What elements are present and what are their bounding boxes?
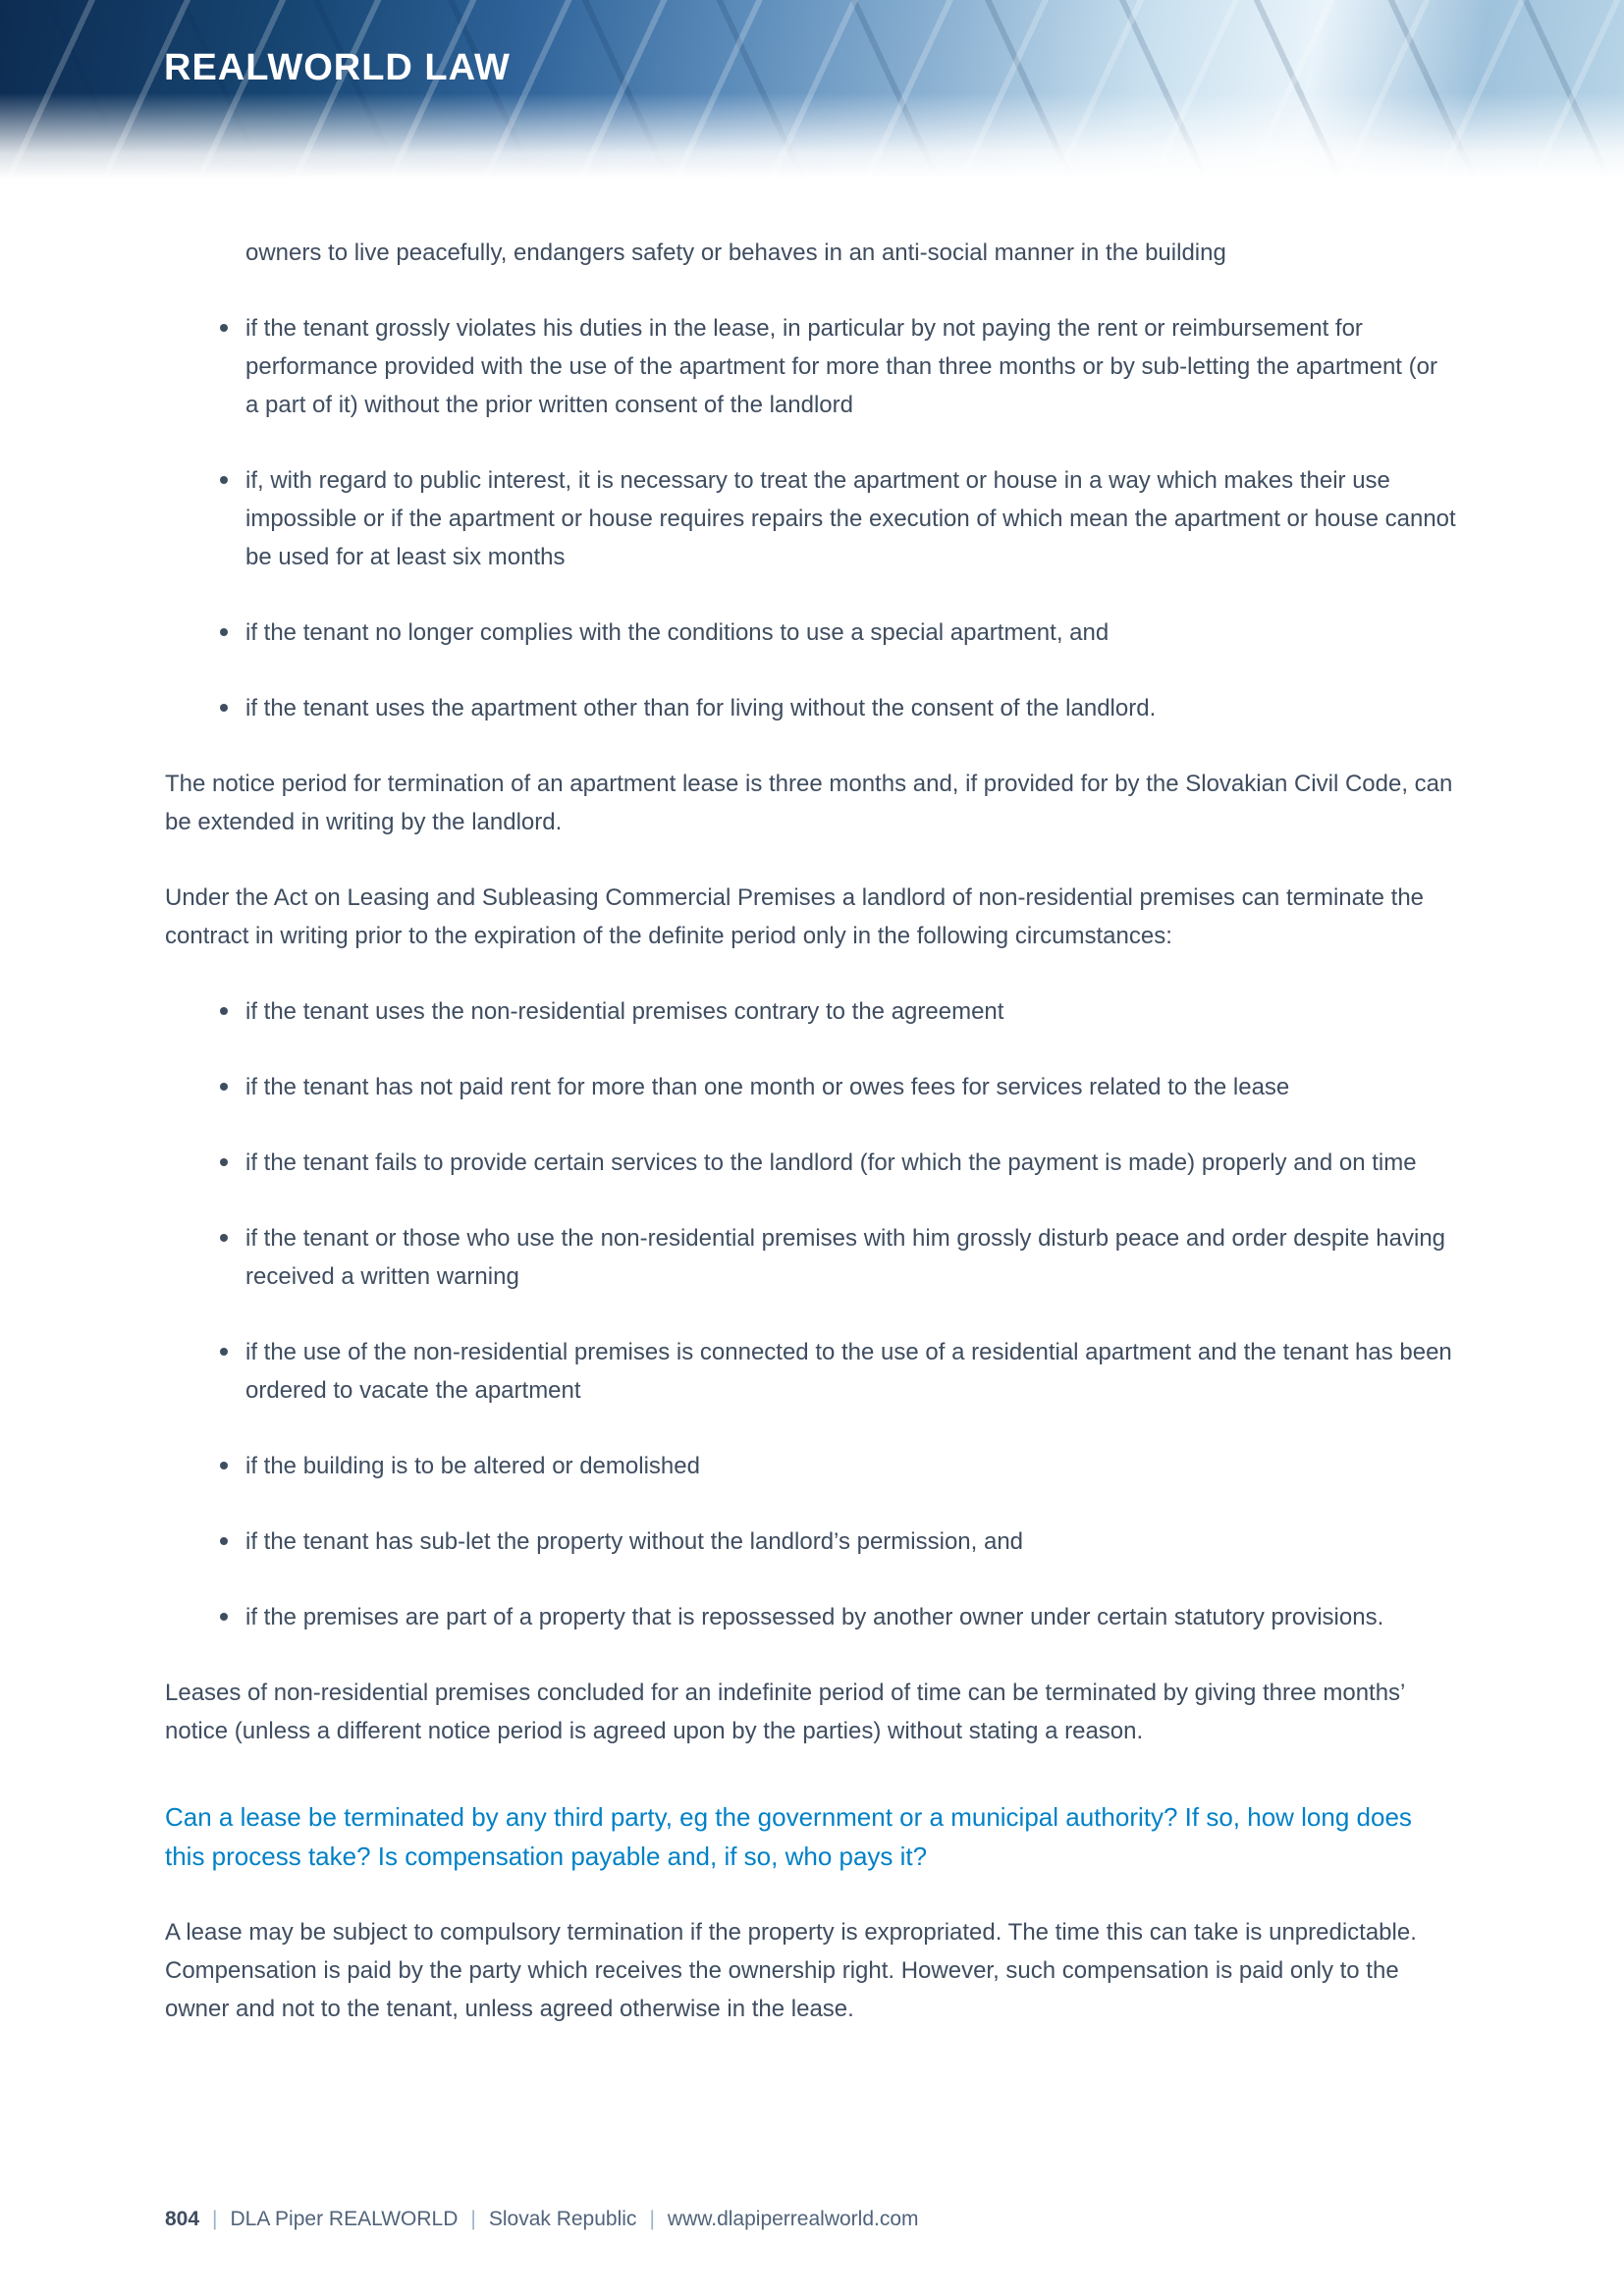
footer-separator: | <box>212 2208 218 2230</box>
list-item: if the tenant has not paid rent for more than one month or owes fees for services related to the lease <box>218 1068 1456 1106</box>
list-item: if, with regard to public interest, it is necessary to treat the apartment or house in a way which makes their use impossible or if the apartment or house requires repairs the execution of which mean the apartment or house cannot be used for at least six months <box>218 461 1456 576</box>
header-banner <box>0 0 1624 179</box>
list-item: if the tenant grossly violates his duties in the lease, in particular by not paying the rent or reimbursement for performance provided with the use of the apartment for more than three months or by sub-letting the apartment (or a part of it) without the prior written consent of the landlord <box>218 309 1456 424</box>
list-item: if the building is to be altered or demolished <box>218 1447 1456 1485</box>
list-item: if the premises are part of a property that is repossessed by another owner under certain statutory provisions. <box>218 1598 1456 1636</box>
page-content <box>0 179 1624 2028</box>
list-item: if the tenant or those who use the non-residential premises with him grossly disturb peace and order despite having received a written warning <box>218 1219 1456 1296</box>
paragraph-notice-period: The notice period for termination of an apartment lease is three months and, if provided for by the Slovakian Civil Code, can be extended in writing by the landlord. <box>165 771 1453 835</box>
list-item: if the use of the non-residential premises is connected to the use of a residential apartment and the tenant has been ordered to vacate the apartment <box>218 1333 1456 1410</box>
brand-title: REALWORLD LAW <box>164 47 511 88</box>
page-footer <box>165 2208 919 2231</box>
list-item: if the tenant has sub-let the property without the landlord’s permission, and <box>218 1522 1456 1561</box>
paragraph-answer: A lease may be subject to compulsory termination if the property is expropriated. The time this can take is unpredictable. Compensation is paid by the party which receives the ownership right. However, such compensation is paid only to the owner and not to the tenant, unless agreed otherwise in the lease. <box>165 1919 1417 2022</box>
footer-separator: | <box>649 2208 655 2230</box>
paragraph-act-intro: Under the Act on Leasing and Subleasing Commercial Premises a landlord of non-residential premises can terminate the contract in writing prior to the expiration of the definite period only in the following circumstances: <box>165 884 1425 949</box>
footer-separator: | <box>470 2208 476 2230</box>
continuation-paragraph: owners to live peacefully, endangers safety or behaves in an anti-social manner in the building <box>245 240 1226 266</box>
footer-brand: DLA Piper REALWORLD <box>230 2208 459 2230</box>
list-item: if the tenant fails to provide certain services to the landlord (for which the payment is made) properly and on time <box>218 1144 1456 1182</box>
apartment-termination-list <box>218 309 1456 727</box>
footer-website-link[interactable]: www.dlapiperrealworld.com <box>667 2208 919 2230</box>
list-item: if the tenant uses the non-residential premises contrary to the agreement <box>218 992 1456 1031</box>
commercial-termination-list <box>218 992 1456 1636</box>
section-heading-question: Can a lease be terminated by any third party, eg the government or a municipal authority? If so, how long does this process take? Is compensation payable and, if so, who pays it? <box>165 1802 1412 1871</box>
list-item: if the tenant uses the apartment other than for living without the consent of the landlord. <box>218 689 1456 727</box>
paragraph-indefinite-leases: Leases of non-residential premises concluded for an indefinite period of time can be terminated by giving three months’ notice (unless a different notice period is agreed upon by the parties) without stating a reason. <box>165 1680 1405 1744</box>
list-item: if the tenant no longer complies with the conditions to use a special apartment, and <box>218 614 1456 652</box>
page-number: 804 <box>165 2208 200 2230</box>
footer-country: Slovak Republic <box>488 2208 637 2230</box>
